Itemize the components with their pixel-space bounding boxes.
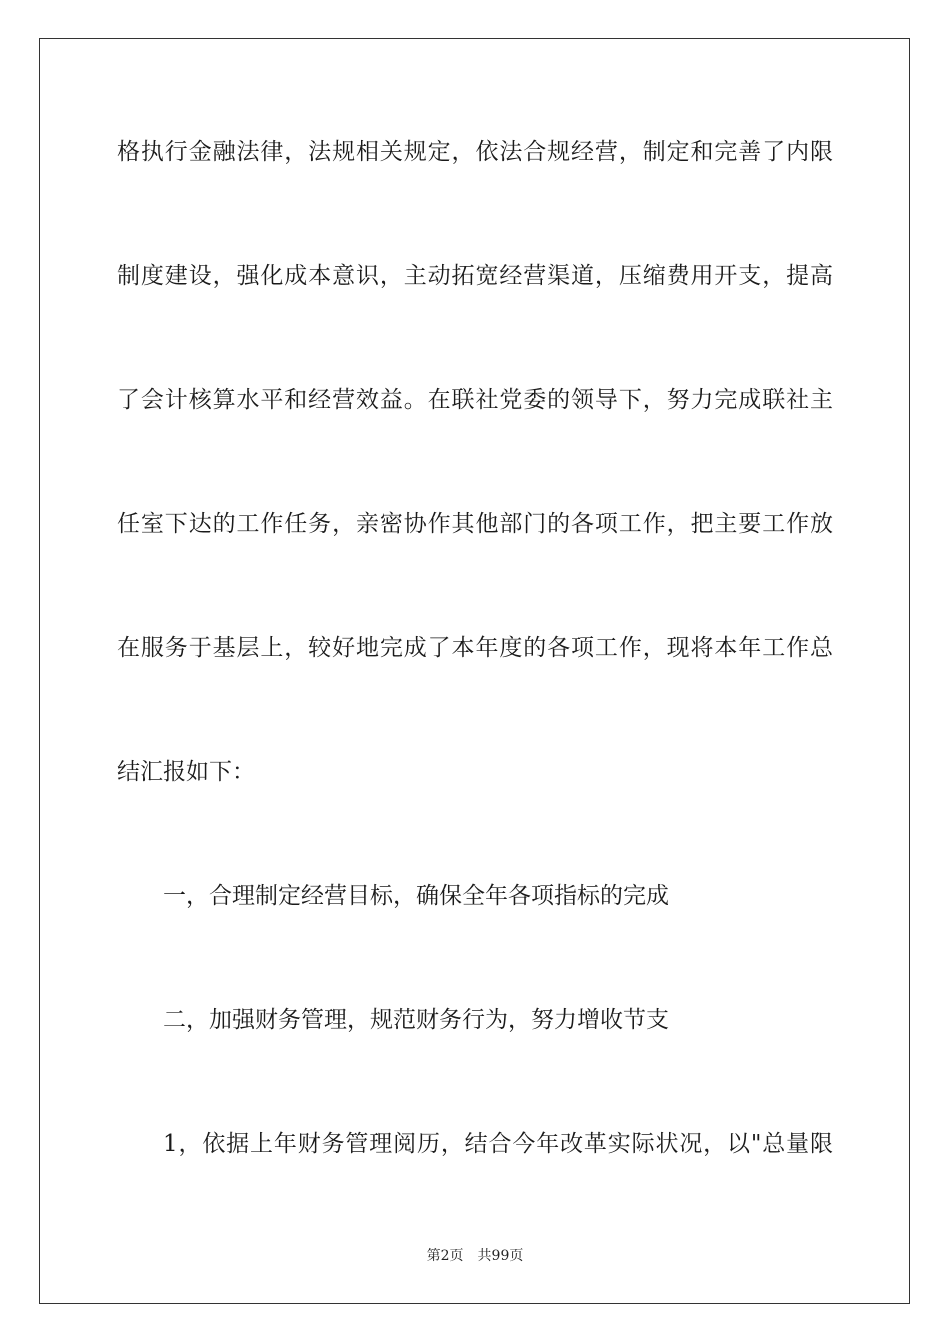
page-total: 共99页 [477,1248,524,1264]
section-heading-1: 一，合理制定经营目标，确保全年各项指标的完成 [163,883,669,909]
body-line-2: 制度建设，强化成本意识，主动拓宽经营渠道，压缩费用开支，提高 [117,263,833,289]
body-line-3: 了会计核算水平和经营效益。在联社党委的领导下，努力完成联社主 [117,387,833,413]
page-border [39,38,910,1304]
section-heading-2: 二，加强财务管理，规范财务行为，努力增收节支 [163,1007,669,1033]
page-number: 第2页 [426,1248,464,1264]
body-line-4: 任室下达的工作任务，亲密协作其他部门的各项工作，把主要工作放 [117,511,833,537]
body-line-5: 在服务于基层上，较好地完成了本年度的各项工作，现将本年工作总 [117,635,833,661]
body-line-6: 结汇报如下： [117,759,255,785]
body-line-1: 格执行金融法律，法规相关规定，依法合规经营，制定和完善了内限 [117,139,833,165]
list-item-1: 1，依据上年财务管理阅历，结合今年改革实际状况，以"总量限 [163,1131,833,1157]
page-footer [0,1246,950,1266]
